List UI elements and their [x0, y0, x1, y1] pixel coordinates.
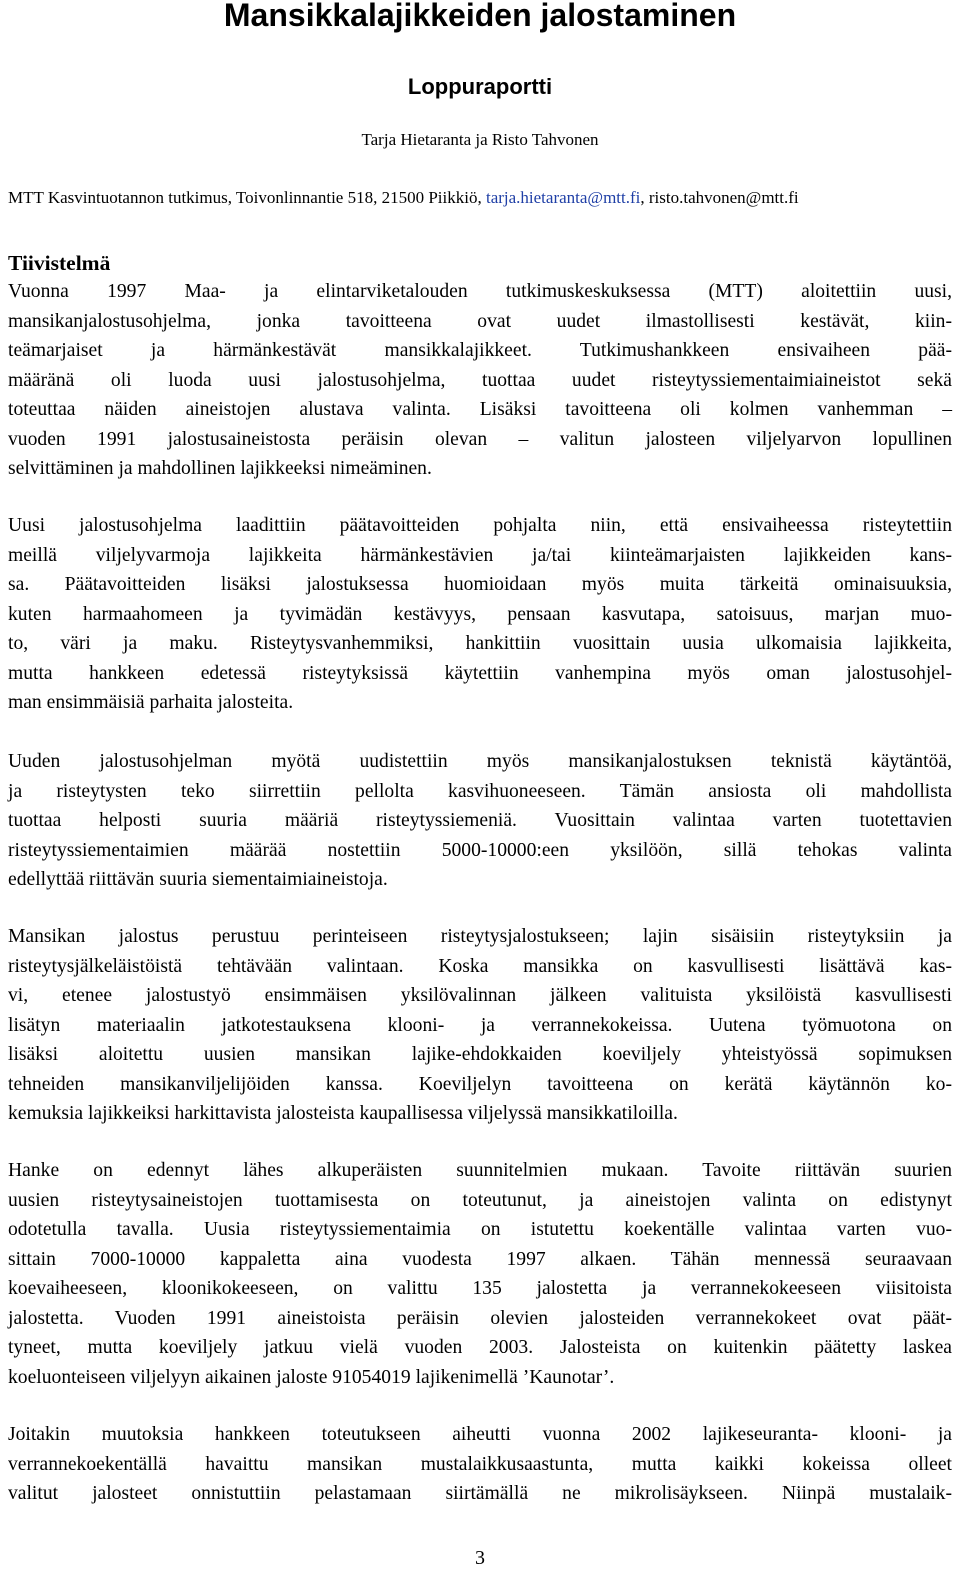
document-subtitle: Loppuraportti: [407, 74, 553, 99]
paragraph-line: sittain 7000-10000 kappaletta aina vuodesta 1997 alkaen. Tähän mennessä seuraavaan: [8, 1248, 952, 1270]
paragraph-line: lisätyn materiaalin jatkotestauksena klooni- ja verrannekokeissa. Uutena työmuotona on: [8, 1014, 952, 1036]
paragraph-line: Vuonna 1997 Maa- ja elintarviketalouden tutkimuskeskuksessa (MTT) aloitettiin uusi,: [8, 281, 952, 302]
paragraph-line: meillä viljelyvarmoja lajikkeita härmänkestävien ja/tai kiinteämarjaisten lajikkeiden kans-: [8, 544, 952, 566]
paragraph-5: [8, 1156, 952, 1392]
paragraph-line: koeluonteiseen viljelyyn aikainen jaloste 91054019 lajikenimellä ’Kaunotar’.: [8, 1366, 615, 1388]
paragraph-line: tyneet, mutta koeviljely jatkuu vielä vuoden 2003. Jalosteista on kuitenkin päätetty laskea: [8, 1337, 952, 1358]
paragraph-line: toteuttaa näiden aineistojen alustava valinta. Lisäksi tavoitteena oli kolmen vanhemman –: [8, 399, 952, 420]
paragraph-line: määränä oli luoda uusi jalostusohjelma, tuottaa uudet risteytyssiementaimiaineistot sekä: [8, 369, 952, 391]
paragraph-line: odotetulla tavalla. Uusia risteytyssiementaimia on istutettu koekentälle valintaa varten vuo-: [8, 1219, 952, 1240]
section-heading-tiivistelma: Tiivistelmä: [8, 251, 111, 275]
paragraph-line: to, väri ja maku. Risteytysvanhemmiksi, hankittiin vuosittain uusia ulkomaisia lajikkeita,: [8, 633, 952, 654]
paragraph-line: verrannekoekentällä havaittu mansikan mustalaikkusaastunta, mutta kaikki kokeissa olleet: [8, 1453, 952, 1475]
paragraph-line: selvittäminen ja mahdollinen lajikkeeksi nimeäminen.: [8, 458, 432, 479]
paragraph-line: tuottaa helposti suuria määriä risteytyssiemeniä. Vuosittain valintaa varten tuotettavien: [8, 810, 952, 831]
paragraph-line: mansikanjalostusohjelma, jonka tavoitteena ovat uudet ilmastollisesti kestävät, kiin-: [8, 310, 952, 332]
paragraph-line: mutta hankkeen edetessä risteytyksissä käytettiin vanhempina myös oman jalostusohjel-: [8, 662, 952, 684]
paragraph-line: man ensimmäisiä parhaita jalosteita.: [8, 692, 294, 713]
paragraph-line: kemuksia lajikkeiksi harkittavista jalosteista kaupallisessa viljelyssä mansikkatiloilla.: [8, 1103, 678, 1124]
paragraph-line: vuoden 1991 jalostusaineistosta peräisin olevan – valitun jalosteen viljelyarvon lopullinen: [8, 428, 952, 450]
affiliation-line: [8, 186, 799, 210]
paragraph-line: ja risteytysten teko siirrettiin pellolta kasvihuoneeseen. Tämän ansiosta oli mahdollista: [8, 780, 952, 802]
paragraph-1: [8, 277, 952, 484]
affiliation-text: MTT Kasvintuotannon tutkimus, Toivonlinnantie 518, 21500 Piikkiö,: [8, 188, 486, 207]
paragraph-line: Joitakin muutoksia hankkeen toteutukseen aiheutti vuonna 2002 lajikeseuranta- klooni- ja: [8, 1424, 952, 1445]
paragraph-line: Uusi jalostusohjelma laadittiin päätavoitteiden pohjalta niin, että ensivaiheessa risteytettiin: [8, 515, 952, 536]
paragraph-6: [8, 1420, 952, 1509]
paragraph-line: kuten harmaahomeen ja tyvimädän kestävyys, pensaan kasvutapa, satoisuus, marjan muo-: [8, 603, 952, 625]
authors: Tarja Hietaranta ja Risto Tahvonen: [361, 130, 599, 149]
email-link-tahvonen[interactable]: risto.tahvonen@mtt.fi: [648, 188, 799, 207]
paragraph-line: Uuden jalostusohjelman myötä uudistettiin myös mansikanjalostuksen teknistä käytäntöä,: [8, 751, 952, 772]
paragraph-3: [8, 747, 952, 895]
paragraph-line: Hanke on edennyt lähes alkuperäisten suunnitelmien mukaan. Tavoite riittävän suurien: [8, 1160, 952, 1181]
paragraph-line: uusien risteytysaineistojen tuottamisesta on toteutunut, ja aineistojen valinta on edistynyt: [8, 1189, 952, 1211]
paragraph-line: risteytyssiementaimien määrää nostettiin 5000-10000:een yksilöön, sillä tehokas valinta: [8, 839, 952, 861]
paragraph-4: [8, 922, 952, 1129]
paragraph-line: koevaiheeseen, kloonikokeeseen, on valittu 135 jalostetta ja verrannekokeeseen viisitoista: [8, 1278, 952, 1299]
paragraph-2: [8, 511, 952, 718]
page-number: 3: [475, 1547, 485, 1569]
paragraph-line: Mansikan jalostus perustuu perinteiseen risteytysjalostukseen; lajin sisäisiin risteytyksiin ja: [8, 926, 952, 947]
document-title: Mansikkalajikkeiden jalostaminen: [223, 0, 737, 33]
paragraph-line: valitut jalosteet onnistuttiin pelastamaan siirtämällä ne mikrolisäykseen. Niinpä mustalaik-: [8, 1483, 952, 1504]
paragraph-line: jalostetta. Vuoden 1991 aineistoista peräisin olevien jalosteiden verrannekokeet ovat päät-: [8, 1307, 952, 1329]
email-link-hietaranta[interactable]: tarja.hietaranta@mtt.fi: [485, 188, 641, 207]
paragraph-line: lisäksi aloitettu uusien mansikan lajike-ehdokkaiden koeviljely yhteistyössä sopimuksen: [8, 1044, 952, 1065]
paragraph-line: teämarjaiset ja härmänkestävät mansikkalajikkeet. Tutkimushankkeen ensivaiheen pää-: [8, 340, 952, 361]
paragraph-line: edellyttää riittävän suuria siementaimiaineistoja.: [8, 869, 388, 890]
paragraph-line: sa. Päätavoitteiden lisäksi jalostuksessa huomioidaan myös muita tärkeitä ominaisuuksia,: [8, 574, 952, 595]
paragraph-line: vi, etenee jalostustyö ensimmäisen yksilövalinnan jälkeen valituista yksilöistä kasvullisesti: [8, 985, 952, 1006]
affiliation-separator: ,: [640, 188, 649, 207]
paragraph-line: risteytysjälkeläistöistä tehtävään valintaan. Koska mansikka on kasvullisesti lisättävä kas-: [8, 955, 952, 977]
paragraph-line: tehneiden mansikanviljelijöiden kanssa. Koeviljelyn tavoitteena on kerätä käytännön ko-: [8, 1073, 952, 1095]
